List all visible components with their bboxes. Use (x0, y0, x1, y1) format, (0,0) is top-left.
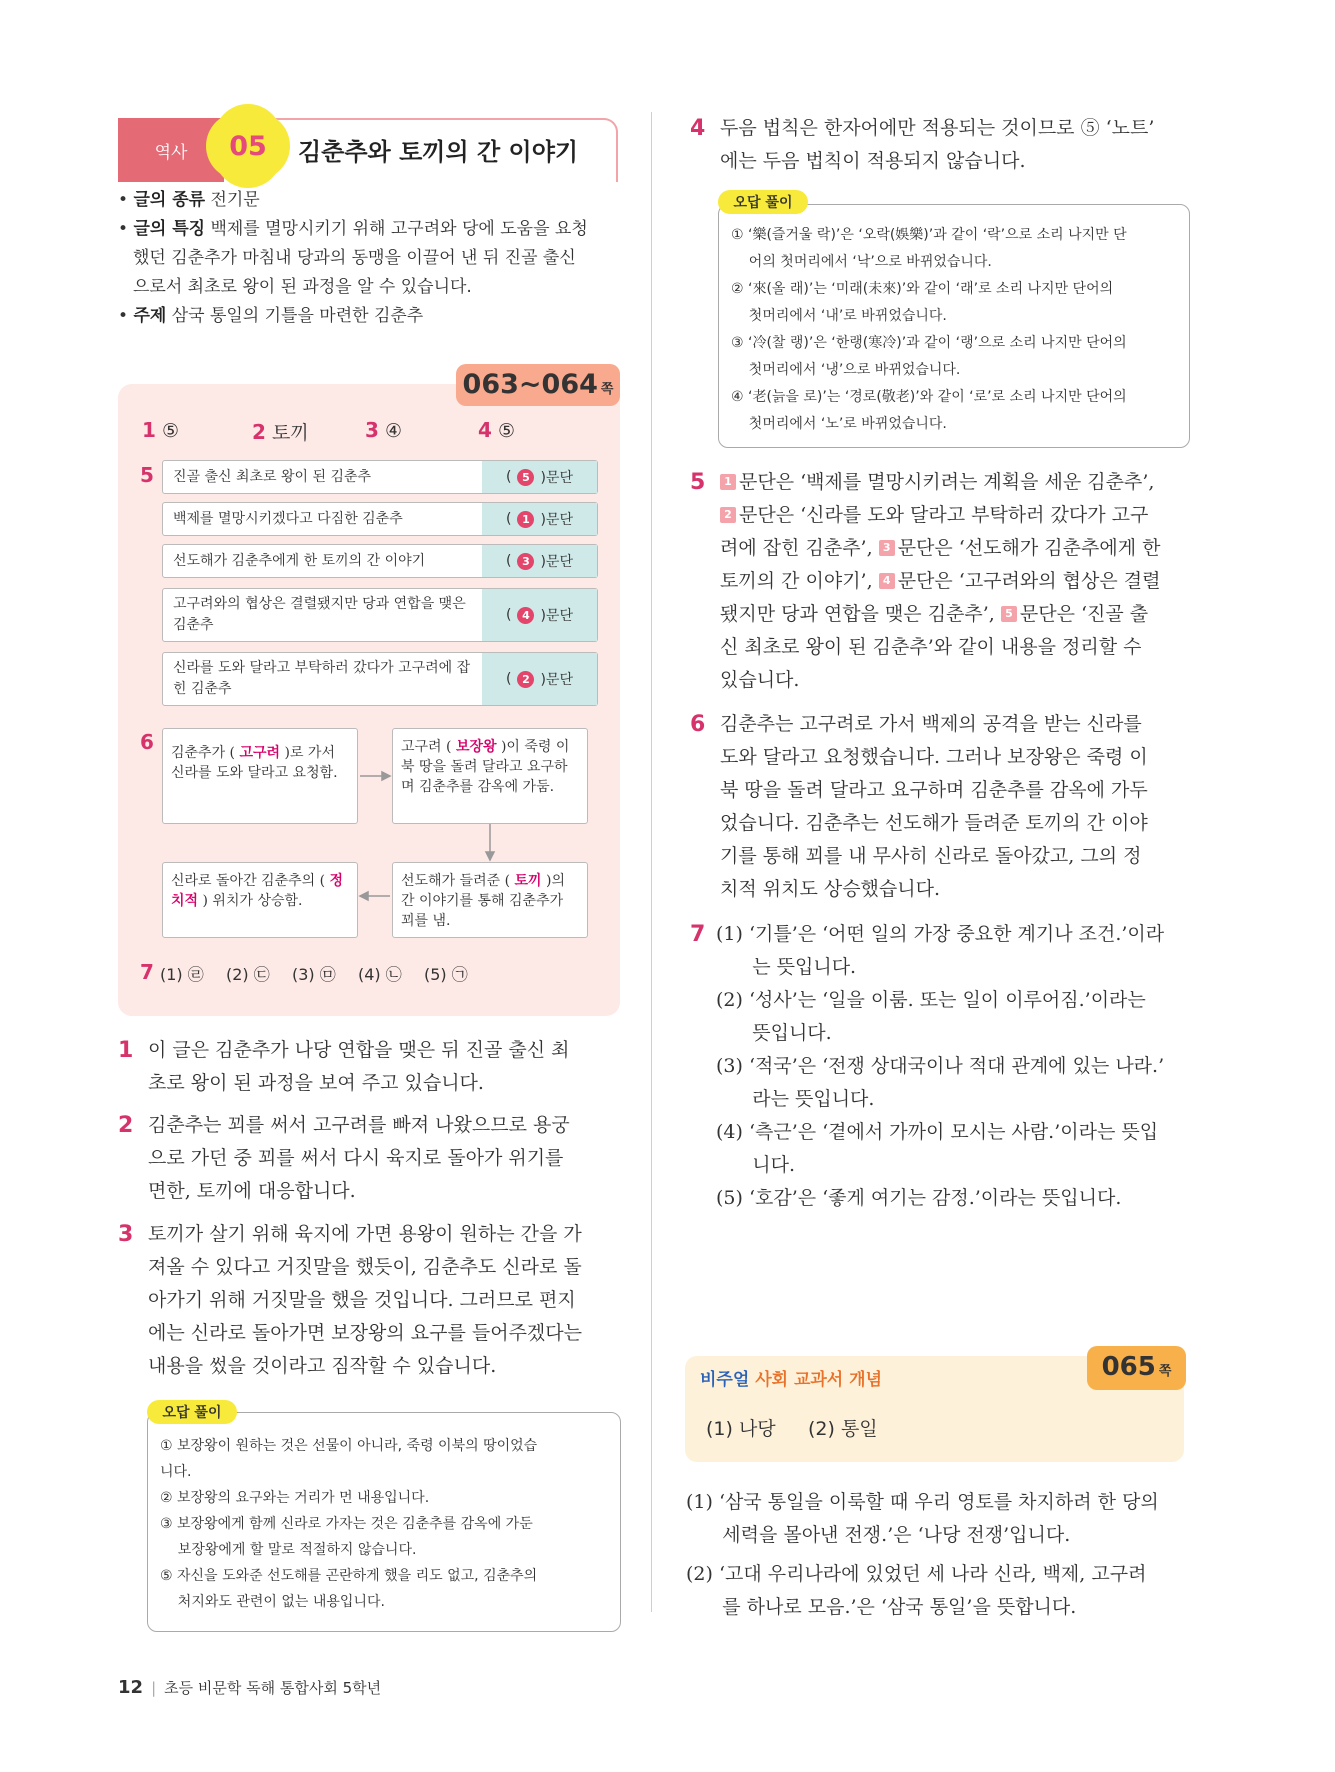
explanation-1-number: 1 (118, 1038, 134, 1063)
paragraph-order-row: 고구려와의 협상은 결렬됐지만 당과 연합을 맺은 김춘추 ( 4 )문단 (162, 588, 598, 642)
wrong-answer-text-right: ① ‘樂(즐거울 락)’은 ‘오락(娛樂)’과 같이 ‘락’으로 소리 나지만 단 어의 첫머리에서 ‘낙’으로 바뀌었습니다. ② ‘來(올 래)’는 ‘미래(未來)’와 같이 ‘래’로 소리 나지만 단어의 첫머리에서 ‘내’로 바뀌었습니다. ③ ‘冷(찰 랭)’은 ‘한랭(寒冷)’과 같이 ‘랭’으로 소리 나지만 단어의 첫머리에서 ‘냉’으로 바뀌었습니다. ④ ‘老(늙을 로)’는 ‘경로(敬老)’와 같이 ‘로’로 소리 나지만 단어의 첫머리에서 ‘노’로 바뀌었습니다. (731, 227, 1127, 432)
visual-explanation-1: (1) ‘삼국 통일을 이룩할 때 우리 영토를 차지하려 한 당의 세력을 몰아낸 전쟁.’은 ‘나당 전쟁’입니다. (686, 1491, 1159, 1546)
intro-feature-line: 했던 김춘추가 마침내 당과의 동맹을 이끌어 낸 뒤 진골 출신 (133, 248, 576, 268)
answer-7-number: 7 (140, 960, 154, 984)
arrow-right-head (382, 772, 390, 780)
flow-arrows (118, 700, 620, 950)
arrow-left-head (360, 892, 368, 900)
explanation-2-number: 2 (118, 1113, 134, 1138)
explanation-6: 김춘추는 고구려로 가서 백제의 공격을 받는 신라를 도와 달라고 요청했습니다. 그러나 보장왕은 죽령 이 북 땅을 돌려 달라고 요구하며 김춘추를 감옥에 가두 었습니다. 김춘추는 선도해가 들려준 토끼의 간 이야 기를 통해 꾀를 내 무사히 신라로 돌아갔고, 그의 정 치적 위치도 상승했습니다. (720, 713, 1148, 900)
answer-4: 4 ⑤ (478, 418, 516, 442)
answer-5-number: 5 (140, 463, 154, 487)
answer-3: 3 ④ (365, 418, 403, 442)
answer-7-3: (3) ㉤ (292, 965, 336, 984)
answer-7-1: (1) ㉣ (160, 965, 204, 984)
wrong-answer-text-left: ① 보장왕이 원하는 것은 선물이 아니라, 죽령 이북의 땅이었습 니다. ② 보장왕의 요구와는 거리가 먼 내용입니다. ③ 보장왕에게 함께 신라로 가자는 것은 김춘추를 감옥에 가둔 보장왕에게 할 말로 적절하지 않습니다. ⑤ 자신을 도와준 선도해를 곤란하게 했을 리도 없고, 김춘추의 처지와도 관련이 없는 내용입니다. (160, 1438, 538, 1610)
explanation-7-number: 7 (690, 922, 706, 947)
category-tab: 역사 (118, 118, 224, 182)
explanation-4-number: 4 (690, 116, 706, 141)
visual-explanation-2: (2) ‘고대 우리나라에 있었던 세 나라 신라, 백제, 고구려 를 하나로 모음.’은 ‘삼국 통일’을 뜻합니다. (686, 1563, 1147, 1618)
paragraph-order-row: 진골 출신 최초로 왕이 된 김춘추 ( 5 )문단 (162, 460, 598, 494)
paragraph-order-row: 백제를 멸망시키겠다고 다짐한 김춘추 ( 1 )문단 (162, 502, 598, 536)
intro-feature-line: 으로서 최초로 왕이 된 과정을 알 수 있습니다. (133, 277, 472, 297)
explanation-4: 두음 법칙은 한자어에만 적용되는 것이므로 ⑤ ‘노트’ 에는 두음 법칙이 적용되지 않습니다. (720, 117, 1155, 172)
page-footer: 12 | 초등 비문학 독해 통합사회 5학년 (118, 1677, 382, 1698)
flow-box-1: 김춘추가 ( 고구려 )로 가서 신라를 도와 달라고 요청함. (162, 728, 358, 824)
explanation-6-number: 6 (690, 712, 706, 737)
page-ref-badge: 065 쪽 (1087, 1346, 1186, 1390)
answer-1: 1 ⑤ (142, 418, 180, 442)
answer-7-5: (5) ㉠ (424, 965, 468, 984)
visual-concept-title: 비주얼 사회 교과서 개념 (700, 1370, 882, 1390)
explanation-3-number: 3 (118, 1222, 134, 1247)
visual-answer-1: (1) 나당 (706, 1418, 776, 1440)
wrong-answer-label: 오답 풀이 (147, 1400, 237, 1424)
explanation-3: 토끼가 살기 위해 육지에 가면 용왕이 원하는 간을 가 져올 수 있다고 거짓말을 했듯이, 김춘추도 신라로 돌 아가기 위해 거짓말을 했을 것입니다. 그러므로 편지 에는 신라로 돌아가면 보장왕의 요구를 들어주겠다는 내용을 썼을 것이라고 짐작할 수 있습니다. (148, 1223, 582, 1377)
arrow-down-head (486, 852, 494, 860)
answer-7-2: (2) ㉢ (226, 965, 270, 984)
intro-feature: • 글의 특징 백제를 멸망시키기 위해 고구려와 당에 도움을 요청 (118, 219, 588, 239)
flow-box-4: 신라로 돌아간 김춘추의 ( 정치적 ) 위치가 상승함. (162, 862, 358, 938)
lesson-title: 김춘추와 토끼의 간 이야기 (298, 138, 579, 166)
answer-2: 2 토끼 (252, 420, 309, 444)
visual-answer-2: (2) 통일 (808, 1418, 878, 1440)
flow-box-3: 선도해가 들려준 ( 토끼 )의 간 이야기를 통해 김춘추가 꾀를 냄. (392, 862, 588, 938)
intro-genre: • 글의 종류 전기문 (118, 190, 260, 210)
paragraph-order-row: 신라를 도와 달라고 부탁하러 갔다가 고구려에 잡힌 김춘추 ( 2 )문단 (162, 652, 598, 706)
answer-7-4: (4) ㉡ (358, 965, 402, 984)
paragraph-order-row: 선도해가 김춘추에게 한 토끼의 간 이야기 ( 3 )문단 (162, 544, 598, 578)
explanation-7: (1) ‘기틀’은 ‘어떤 일의 가장 중요한 계기나 조건.’이라 는 뜻입니다. (2) ‘성사’는 ‘일을 이룸. 또는 일이 이루어짐.’이라는 뜻입니다. (3) ‘적국’은 ‘전쟁 상대국이나 적대 관계에 있는 나라.’ 라는 뜻입니다. (4) ‘측근’은 ‘곁에서 가까이 모시는 사람.’이라는 뜻입 니다. (5) ‘호감’은 ‘좋게 여기는 감정.’이라는 뜻입니다. (716, 923, 1165, 1209)
answer-6-number: 6 (140, 730, 154, 754)
column-divider (651, 112, 652, 1612)
lesson-number-badge: 05 (212, 110, 284, 182)
intro-theme: • 주제 삼국 통일의 기틀을 마련한 김춘추 (118, 306, 424, 326)
wrong-answer-label: 오답 풀이 (718, 190, 808, 214)
explanation-5: 1 문단은 ‘백제를 멸망시키려는 계획을 세운 김춘추’, 2 문단은 ‘신라를 도와 달라고 부탁하러 갔다가 고구 려에 잡힌 김춘추’, 3 문단은 ‘선도해가 김춘추에게 한 토끼의 간 이야기’, 4 문단은 ‘고구려와의 협상은 결렬 됐지만 당과 연합을 맺은 김춘추’, 5 문단은 ‘진골 출 신 최초로 왕이 된 김춘추’와 같이 내용을 정리할 수 있습니다. (720, 471, 1161, 691)
explanation-1: 이 글은 김춘추가 나당 연합을 맺은 뒤 진골 출신 최 초로 왕이 된 과정을 보여 주고 있습니다. (148, 1039, 570, 1094)
page-ref-badge: 063~064 쪽 (456, 364, 620, 406)
explanation-2: 김춘추는 꾀를 써서 고구려를 빠져 나왔으므로 용궁 으로 가던 중 꾀를 써서 다시 육지로 돌아가 위기를 면한, 토끼에 대응합니다. (148, 1114, 570, 1202)
explanation-5-number: 5 (690, 470, 706, 495)
flow-box-2: 고구려 ( 보장왕 )이 죽령 이북 땅을 돌려 달라고 요구하며 김춘추를 감옥에 가둠. (392, 728, 588, 824)
